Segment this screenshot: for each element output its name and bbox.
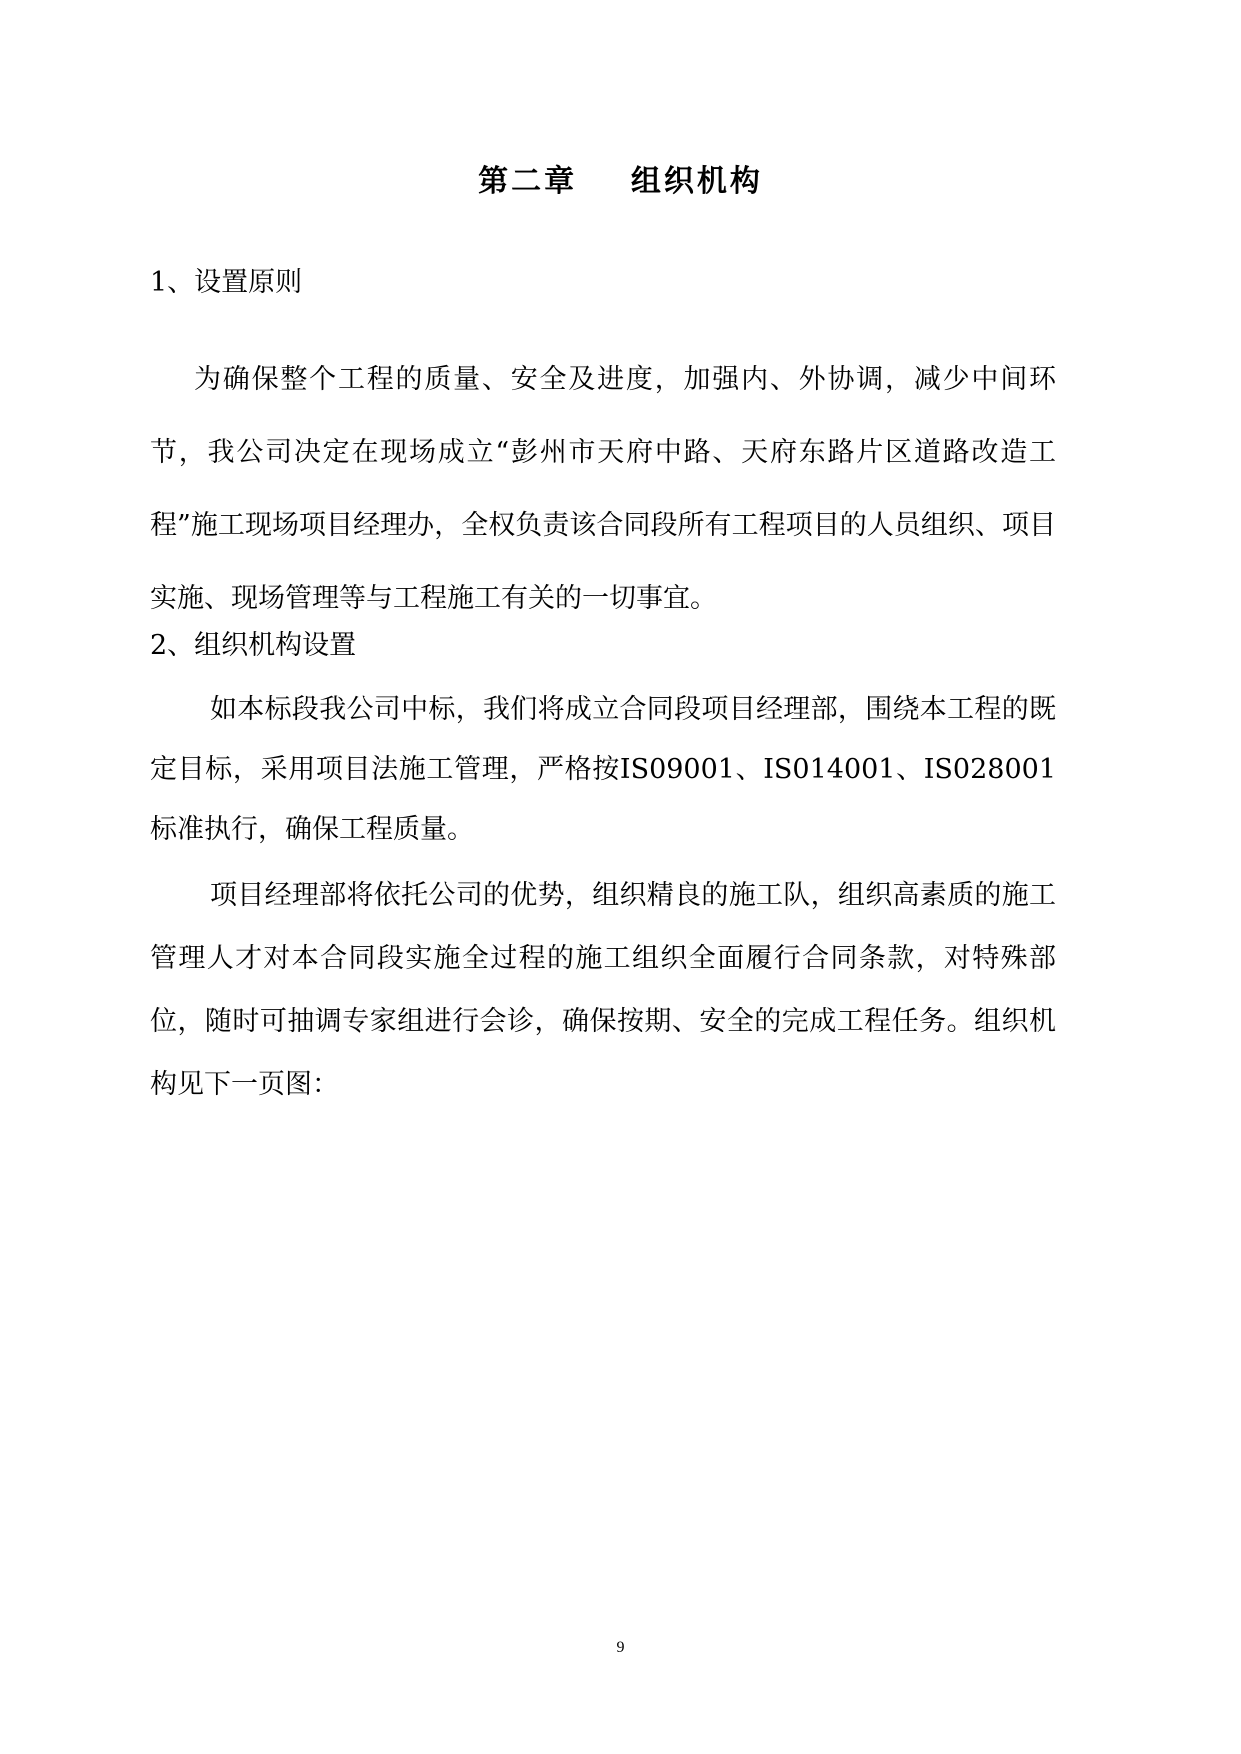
paragraph-project-department: 项目经理部将依托公司的优势，组织精良的施工队，组织高素质的施工管理人才对本合同段实施全过程的施工组织全面履行合同条款，对特殊部位，随时可抽调专家组进行会诊，确保按期、安全的完成工程任务。组织机构见下一页图： <box>150 880 1056 1100</box>
chapter-title: 第二章 组织机构 <box>478 164 763 199</box>
section-heading-organization-setup: 2、组织机构设置 <box>150 630 357 661</box>
section-heading-setup-principles: 1、设置原则 <box>150 267 303 298</box>
paragraph-setup-principles: 为确保整个工程的质量、安全及进度，加强内、外协调，减少中间环节，我公司决定在现场成立“彭州市天府中路、天府东路片区道路改造工程”施工现场项目经理办，全权负责该合同段所有工程项目的人员组织、项目实施、现场管理等与工程施工有关的一切事宜。 <box>150 364 1056 614</box>
paragraph-bid-commitment: 如本标段我公司中标，我们将成立合同段项目经理部，围绕本工程的既定目标，采用项目法施工管理，严格按IS09001、IS014001、IS028001标准执行，确保工程质量。 <box>150 694 1056 845</box>
page-number: 9 <box>616 1639 625 1656</box>
